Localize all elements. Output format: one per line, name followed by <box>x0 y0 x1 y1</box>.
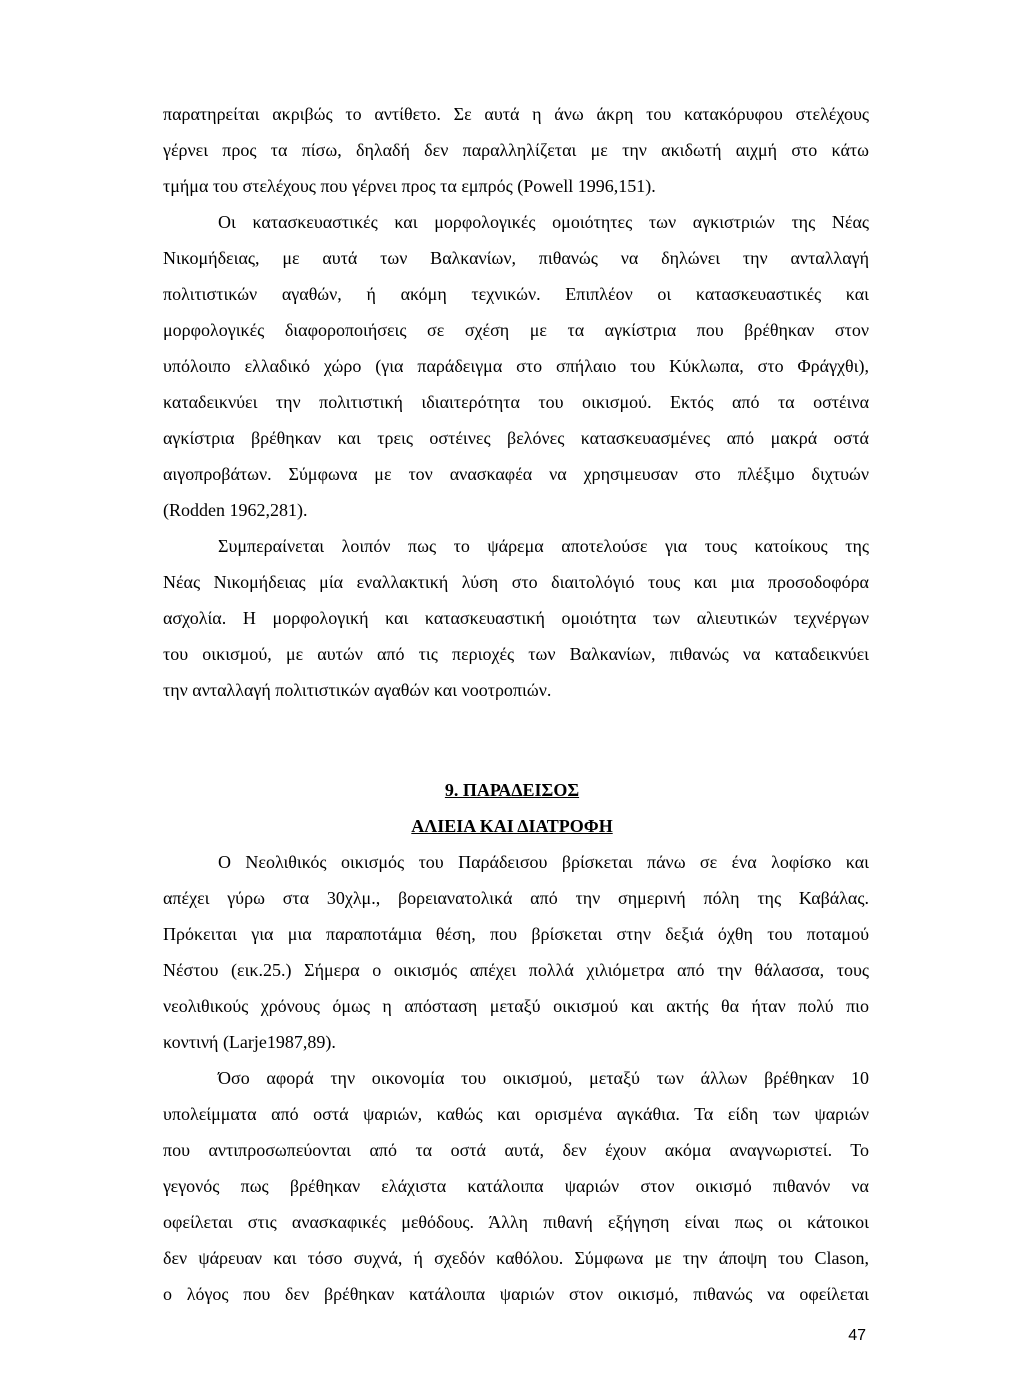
text-line: νεολιθικούς χρόνους όμως η απόσταση μεταξύ οικισμού και ακτής θα ήταν πολύ πιο <box>163 996 869 1016</box>
text-line: γεγονός πως βρέθηκαν ελάχιστα κατάλοιπα ψαριών στον οικισμό πιθανόν να <box>163 1176 869 1196</box>
text-line: Νέστου (εικ.25.) Σήμερα ο οικισμός απέχει πολλά χιλιόμετρα από την θάλασσα, τους <box>163 960 869 980</box>
text-line: υπόλοιπο ελλαδικό χώρο (για παράδειγμα στο σπήλαιο του Κύκλωπα, στο Φράγχθι), <box>163 356 869 376</box>
text-line: αγκίστρια βρέθηκαν και τρεις οστέινες βελόνες κατασκευασμένες από μακρά οστά <box>163 428 869 448</box>
text-line: Ο Νεολιθικός οικισμός του Παράδεισου βρίσκεται πάνω σε ένα λοφίσκο και <box>218 852 869 872</box>
text-line: Συμπεραίνεται λοιπόν πως το ψάρεμα αποτελούσε για τους κατοίκους της <box>218 536 869 556</box>
text-line: Οι κατασκευαστικές και μορφολογικές ομοιότητες των αγκιστριών της Νέας <box>218 212 869 232</box>
text-line: την ανταλλαγή πολιτιστικών αγαθών και νοοτροπιών. <box>163 680 552 700</box>
text-line: καταδεικνύει την πολιτιστική ιδιαιτερότητα του οικισμού. Εκτός από τα οστέινα <box>163 392 869 412</box>
text-line: τμήμα του στελέχους που γέρνει προς τα εμπρός (Powell 1996,151). <box>163 176 656 196</box>
text-line: Όσο αφορά την οικονομία του οικισμού, μεταξύ των άλλων βρέθηκαν 10 <box>218 1068 869 1088</box>
text-line: κοντινή (Larje1987,89). <box>163 1032 336 1052</box>
section-subheading: ΑΛΙΕΙΑ ΚΑΙ ΔΙΑΤΡΟΦΗ <box>411 816 613 836</box>
text-line: Νικομήδειας, με αυτά των Βαλκανίων, πιθανώς να δηλώνει την ανταλλαγή <box>163 248 869 268</box>
text-line: οφείλεται στις ανασκαφικές μεθόδους. Άλλη πιθανή εξήγηση είναι πως οι κάτοικοι <box>163 1212 869 1232</box>
text-line: Πρόκειται για μια παραποτάμια θέση, που βρίσκεται στην δεξιά όχθη του ποταμού <box>163 924 869 944</box>
text-line: υπολείμματα από οστά ψαριών, καθώς και ορισμένα αγκάθια. Τα είδη των ψαριών <box>163 1104 869 1124</box>
text-line: που αντιπροσωπεύονται από τα οστά αυτά, δεν έχουν ακόμα αναγνωριστεί. Το <box>163 1140 869 1160</box>
text-line: αιγοπροβάτων. Σύμφωνα με τον ανασκαφέα να χρησιμευσαν στο πλέξιμο διχτυών <box>163 464 869 484</box>
text-line: δεν ψάρευαν και τόσο συχνά, ή σχεδόν καθόλου. Σύμφωνα με την άποψη του Clason, <box>163 1248 869 1268</box>
page-number: 47 <box>848 1327 866 1344</box>
text-line: γέρνει προς τα πίσω, δηλαδή δεν παραλληλίζεται με την ακιδωτή αιχμή στο κάτω <box>163 140 869 160</box>
text-line: παρατηρείται ακριβώς το αντίθετο. Σε αυτά η άνω άκρη του κατακόρυφου στελέχους <box>163 104 869 124</box>
text-line: απέχει γύρω στα 30χλμ., βορειανατολικά από την σημερινή πόλη της Καβάλας. <box>163 888 869 908</box>
text-line: (Rodden 1962,281). <box>163 500 308 520</box>
text-line: ο λόγος που δεν βρέθηκαν κατάλοιπα ψαριών στον οικισμό, πιθανώς να οφείλεται <box>163 1284 869 1304</box>
text-line: ασχολία. Η μορφολογική και κατασκευαστική ομοιότητα των αλιευτικών τεχνέργων <box>163 608 869 628</box>
text-line: του οικισμού, με αυτών από τις περιοχές των Βαλκανίων, πιθανώς να καταδεικνύει <box>163 644 869 664</box>
text-line: Νέας Νικομήδειας μία εναλλακτική λύση στο διαιτολόγιό τους και μια προσοδοφόρα <box>163 572 869 592</box>
section-heading: 9. ΠΑΡΑΔΕΙΣΟΣ <box>444 780 580 800</box>
text-line: πολιτιστικών αγαθών, ή ακόμη τεχνικών. Επιπλέον οι κατασκευαστικές και <box>163 284 869 304</box>
text-line: μορφολογικές διαφοροποιήσεις σε σχέση με τα αγκίστρια που βρέθηκαν στον <box>163 320 869 340</box>
